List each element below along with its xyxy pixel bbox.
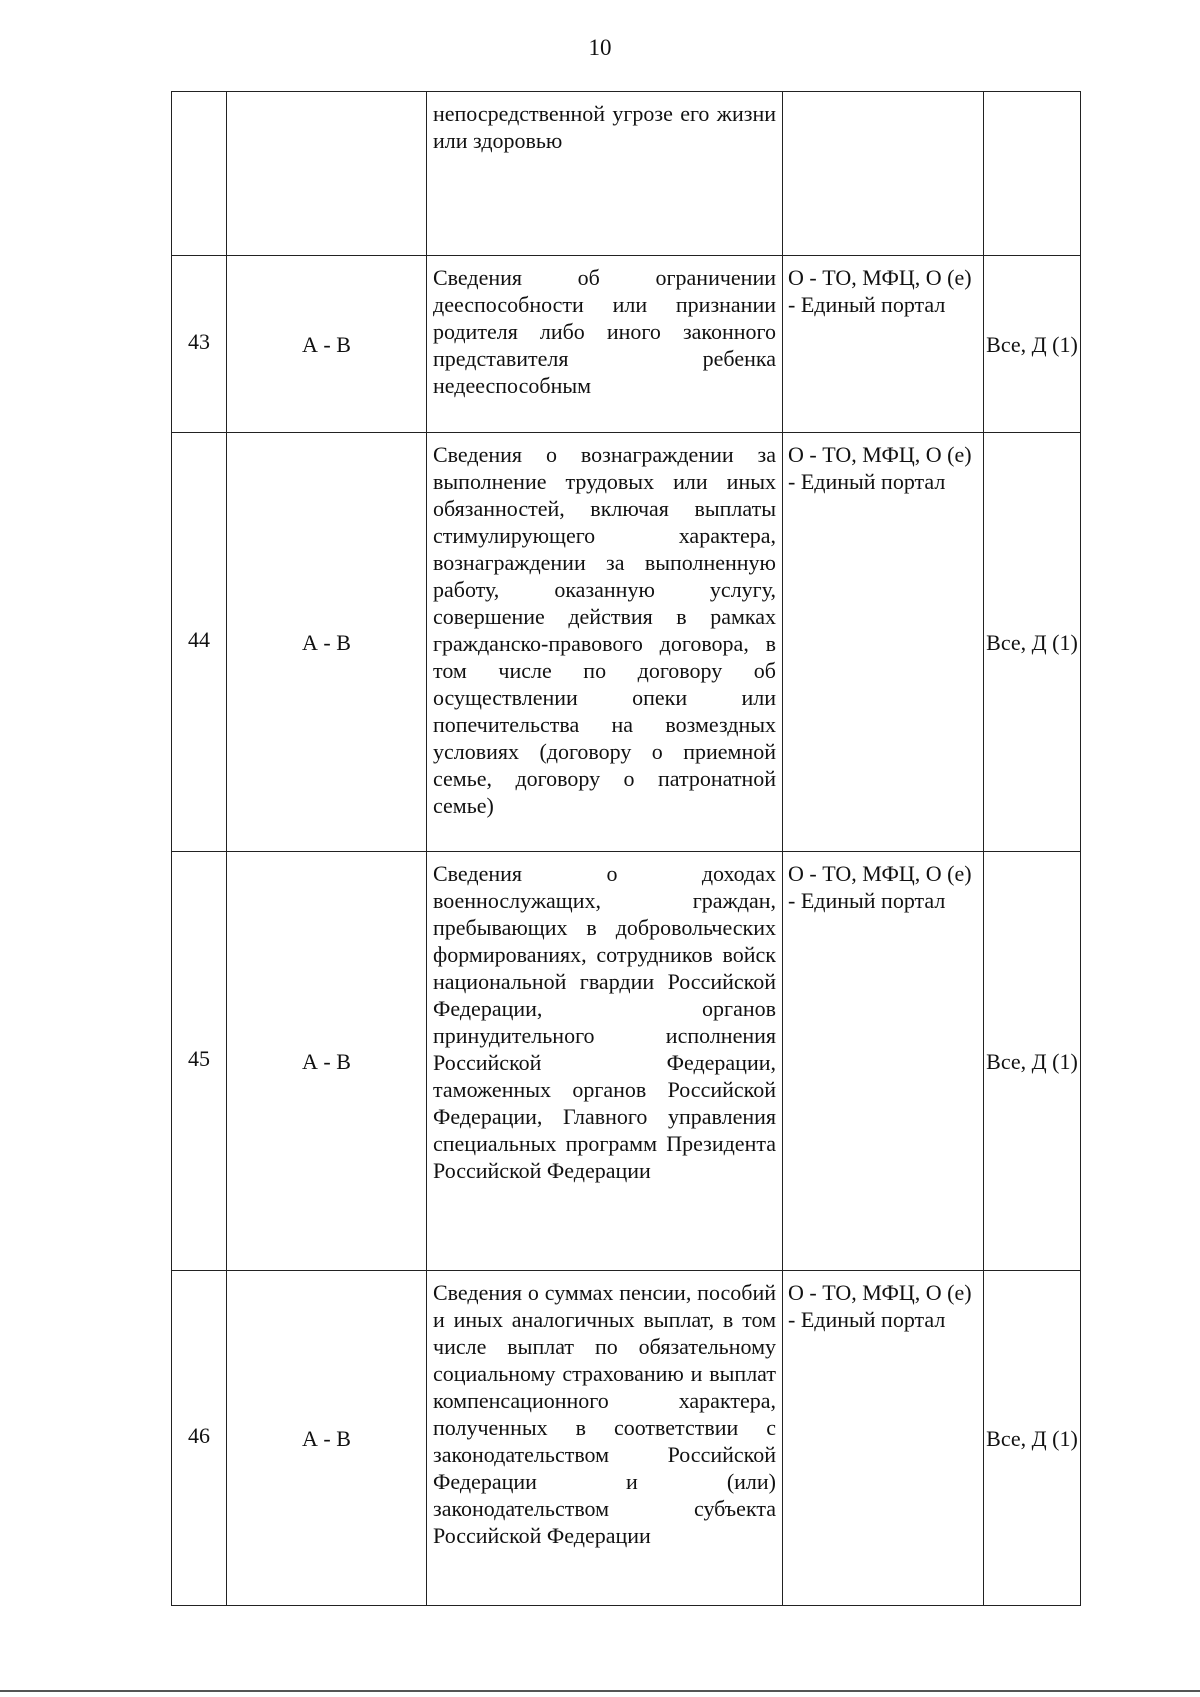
category-code-cell: А - В xyxy=(227,852,427,1271)
table-row xyxy=(172,433,1081,852)
category-code-cell: А - В xyxy=(227,256,427,433)
applicability-cell: Все, Д (1) xyxy=(984,1271,1081,1606)
description-cell: Сведения о доходах военнослужащих, граждан, пребывающих в добровольческих формированиях, сотрудников войск национальной гвардии Российской Федерации, органов принудительного исполнения Российской Федерации, таможенных органов Российской Федерации, Главного управления специальных программ Президента Российской Федерации xyxy=(427,852,783,1271)
row-number-cell: 43 xyxy=(172,256,227,433)
row-number-cell: 45 xyxy=(172,852,227,1271)
applicability-cell: Все, Д (1) xyxy=(984,852,1081,1271)
table-row xyxy=(172,92,1081,256)
source-cell: О - ТО, МФЦ, О (е) - Единый портал xyxy=(783,852,984,1271)
page-number: 10 xyxy=(588,35,612,60)
table-row xyxy=(172,256,1081,433)
row-number-cell xyxy=(172,92,227,256)
table-row xyxy=(172,1271,1081,1606)
bottom-rule xyxy=(0,1690,1200,1692)
description-cell: Сведения о суммах пенсии, пособий и иных аналогичных выплат, в том числе выплат по обязательному социальному страхованию и выплат компенсационного характера, полученных в соответствии с законодательством Российской Федерации и (или) законодательством субъекта Российской Федерации xyxy=(427,1271,783,1606)
description-cell: Сведения об ограничении дееспособности или признании родителя либо иного законного представителя ребенка недееспособным xyxy=(427,256,783,433)
applicability-cell: Все, Д (1) xyxy=(984,256,1081,433)
description-cell: непосредственной угрозе его жизни или здоровью xyxy=(427,92,783,256)
row-number-cell: 44 xyxy=(172,433,227,852)
applicability-cell xyxy=(984,92,1081,256)
services-table xyxy=(171,91,1081,1606)
category-code-cell: А - В xyxy=(227,1271,427,1606)
description-cell: Сведения о вознаграждении за выполнение трудовых или иных обязанностей, включая выплаты стимулирующего характера, вознаграждении за выполненную работу, оказанную услугу, совершение действия в рамках гражданско-правового договора, в том числе по договору об осуществлении опеки или попечительства на возмездных условиях (договору о приемной семье, договору о патронатной семье) xyxy=(427,433,783,852)
source-cell xyxy=(783,92,984,256)
applicability-cell: Все, Д (1) xyxy=(984,433,1081,852)
category-code-cell: А - В xyxy=(227,433,427,852)
table-row xyxy=(172,852,1081,1271)
source-cell: О - ТО, МФЦ, О (е) - Единый портал xyxy=(783,1271,984,1606)
row-number-cell: 46 xyxy=(172,1271,227,1606)
source-cell: О - ТО, МФЦ, О (е) - Единый портал xyxy=(783,433,984,852)
source-cell: О - ТО, МФЦ, О (е) - Единый портал xyxy=(783,256,984,433)
category-code-cell xyxy=(227,92,427,256)
